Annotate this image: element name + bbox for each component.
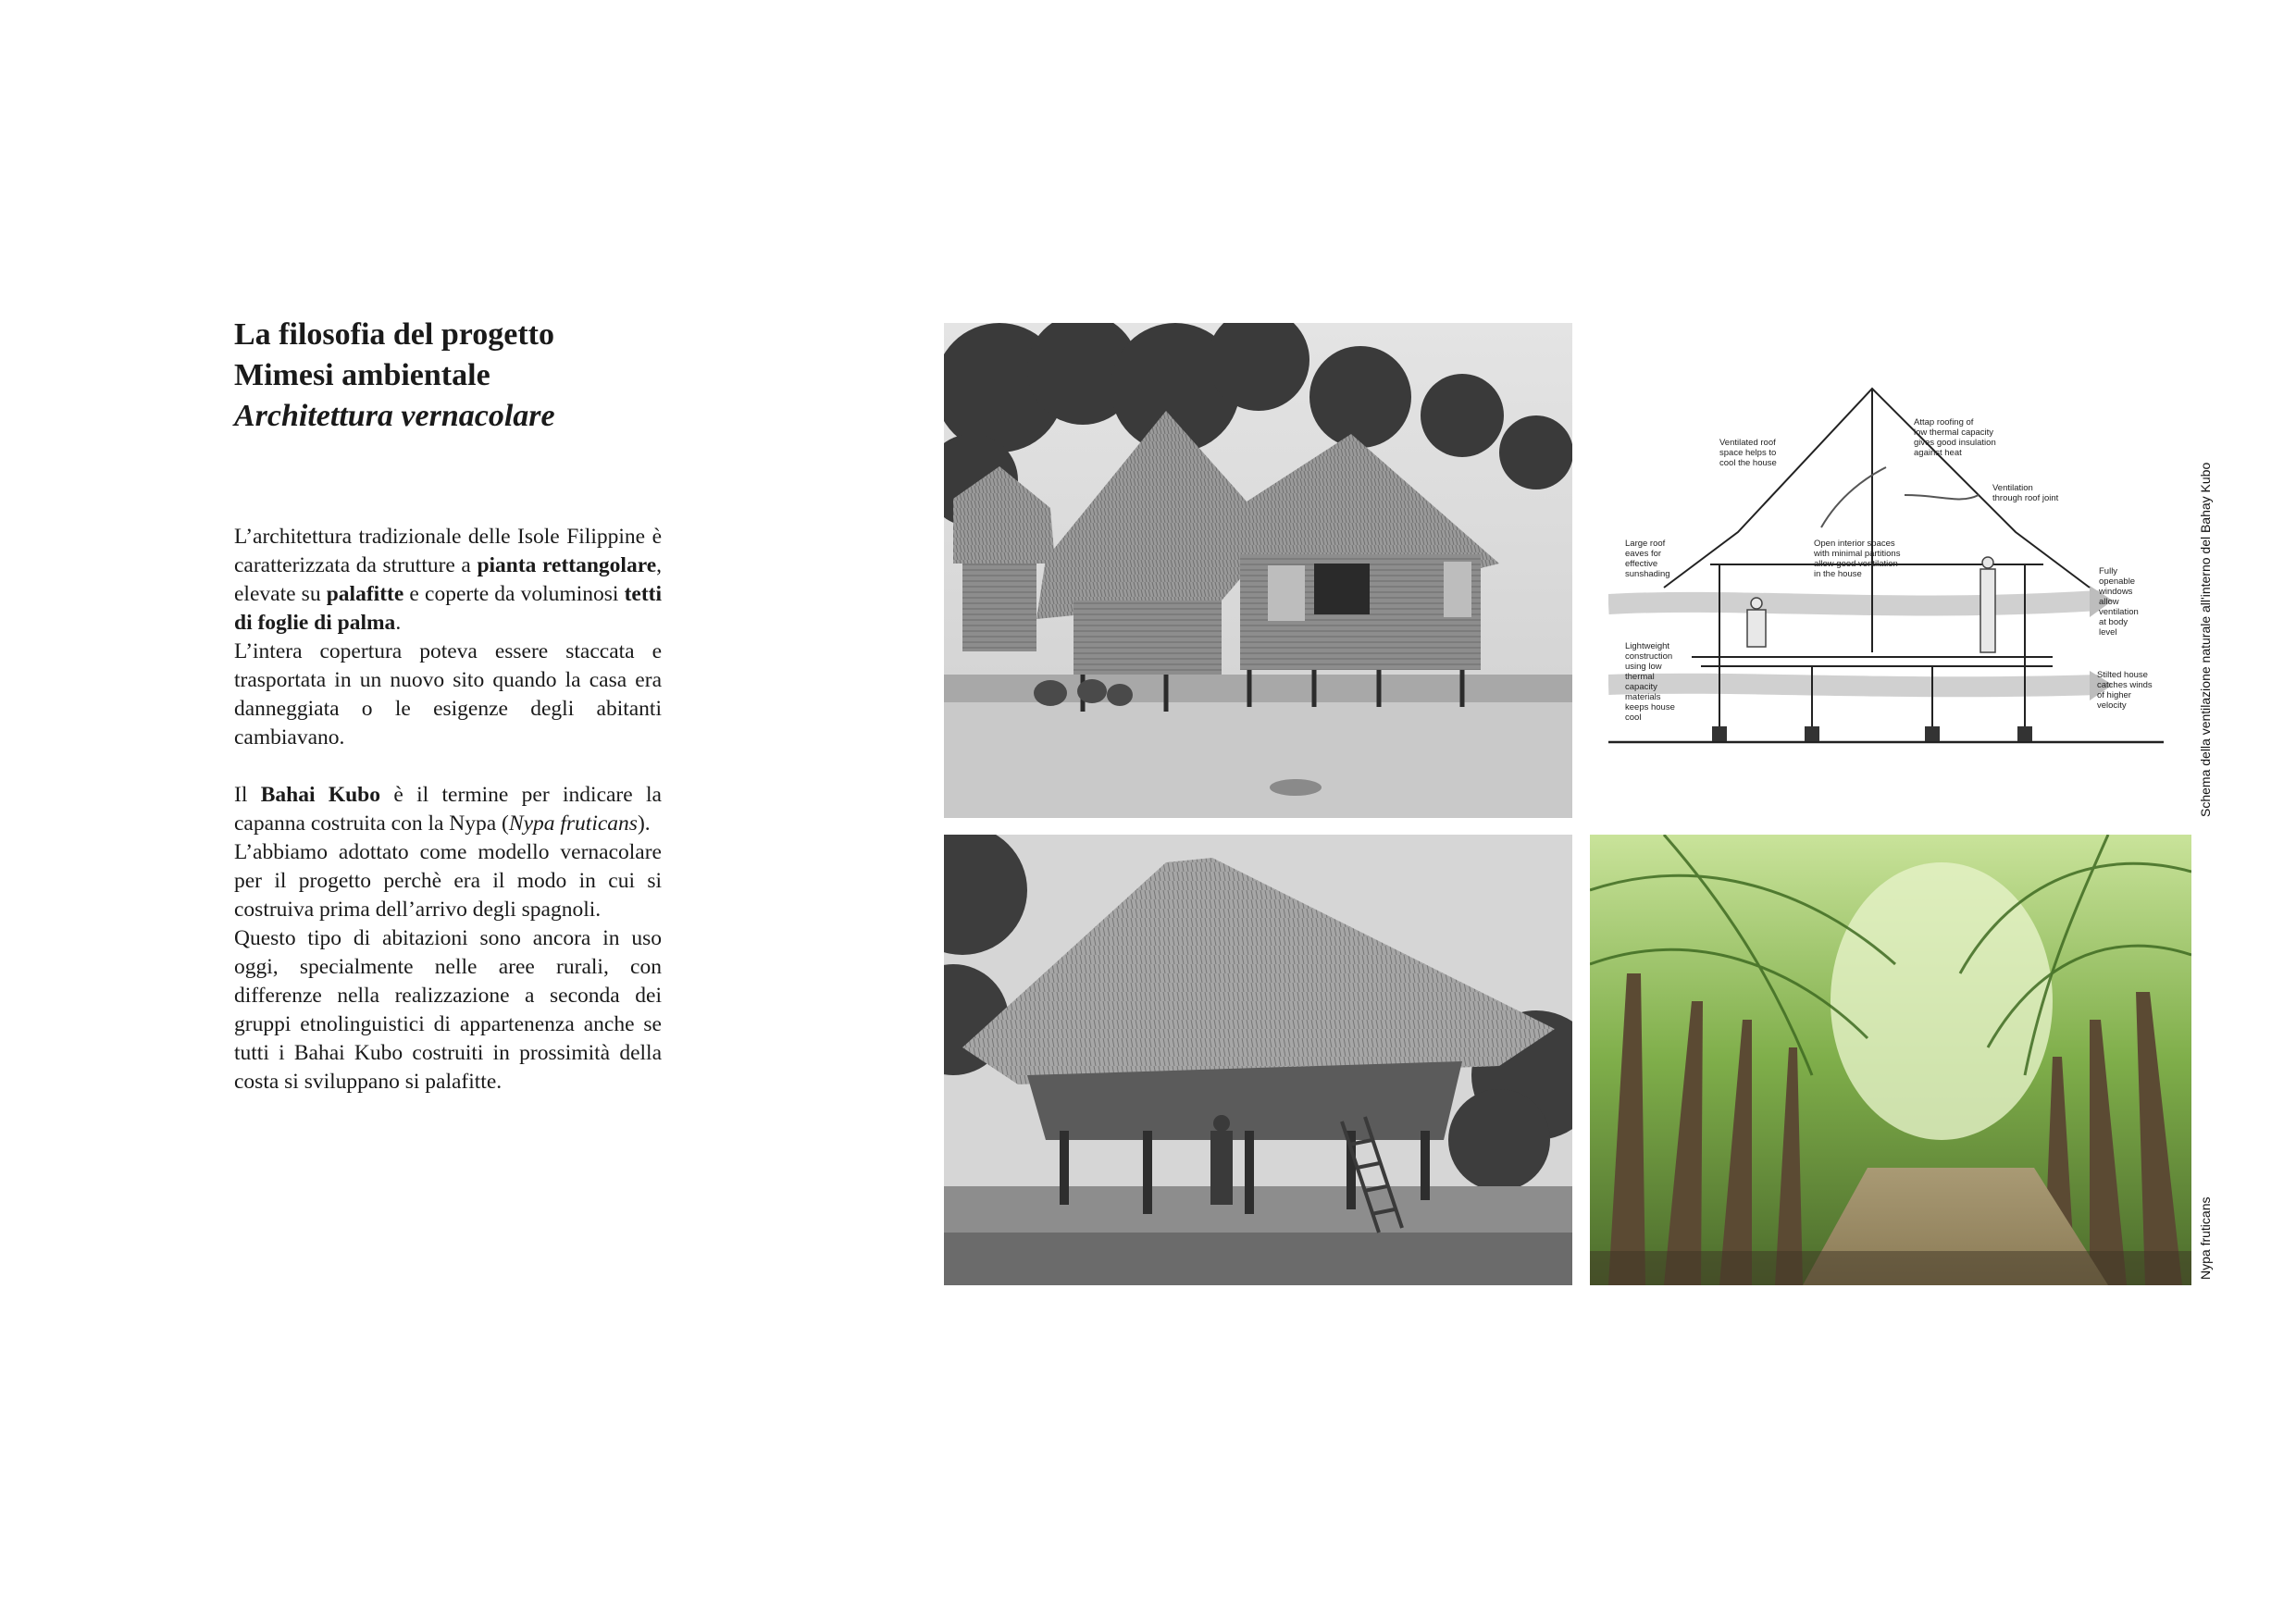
diag-label-line: materials bbox=[1625, 692, 1661, 702]
diag-label-line: low thermal capacity bbox=[1914, 427, 1994, 438]
diag-label-line: ventilation bbox=[2099, 607, 2139, 617]
diag-label-line: Open interior spaces bbox=[1814, 539, 1895, 549]
diag-label-line: using low bbox=[1625, 662, 1662, 672]
bold-run: Bahai Kubo bbox=[260, 782, 380, 807]
photo-nypa-palms bbox=[1590, 835, 2191, 1285]
diag-label-line: capacity bbox=[1625, 682, 1657, 692]
body-text bbox=[234, 523, 662, 1096]
diag-label-line: effective bbox=[1625, 559, 1658, 569]
diag-label-line: cool bbox=[1625, 712, 1642, 723]
text-run: ). bbox=[637, 811, 651, 836]
diag-label-line: against heat bbox=[1914, 448, 1962, 458]
diag-label-line: allow good ventilation bbox=[1814, 559, 1898, 569]
text-run: Il bbox=[234, 782, 261, 807]
photo-stilt-house bbox=[944, 835, 1572, 1285]
nypa-caption: Nypa fruticans bbox=[2198, 1196, 2213, 1280]
diag-label-line: at body bbox=[2099, 617, 2128, 627]
diag-label-line: Attap roofing of bbox=[1914, 417, 1974, 427]
diag-label-line: Ventilation bbox=[1992, 483, 2033, 493]
text-run: e coperte da voluminosi bbox=[403, 581, 625, 606]
diag-label-line: Stilted house bbox=[2097, 670, 2148, 680]
diag-label-line: level bbox=[2099, 627, 2117, 638]
paragraph-bahai-kubo bbox=[234, 781, 662, 1096]
italic-run: Nypa fruticans bbox=[508, 811, 638, 836]
text-run: L’abbiamo adottato come modello vernacolare per il progetto perchè era il modo in cui si costruiva prima dell’arrivo degli spagnoli. bbox=[234, 839, 662, 922]
diag-label-line: allow bbox=[2099, 597, 2119, 607]
diag-label-line: of higher bbox=[2097, 690, 2131, 700]
diag-label-line: through roof joint bbox=[1992, 493, 2059, 503]
diag-label-line: thermal bbox=[1625, 672, 1655, 682]
diag-label-line: space helps to bbox=[1719, 448, 1777, 458]
diagram-caption: Schema della ventilazione naturale all'interno del Bahay Kubo bbox=[2198, 462, 2213, 817]
svg-text:Ventilated roofspace helps toc bbox=[1719, 438, 1777, 468]
diag-label-line: catches winds bbox=[2097, 680, 2153, 690]
diag-label-line: with minimal partitions bbox=[1814, 549, 1901, 559]
diag-label-line: Large roof bbox=[1625, 539, 1666, 549]
bold-run: pianta rettangolare bbox=[477, 552, 657, 577]
diag-label-line: Ventilated roof bbox=[1719, 438, 1776, 448]
bold-run: palafitte bbox=[326, 581, 404, 606]
paragraph-architecture bbox=[234, 523, 662, 752]
diag-label-line: windows bbox=[2099, 587, 2133, 597]
text-run: . bbox=[395, 610, 402, 635]
diag-label-line: keeps house bbox=[1625, 702, 1675, 712]
ventilation-diagram bbox=[1608, 375, 2182, 754]
diag-label-line: openable bbox=[2099, 576, 2136, 587]
page-subtitle-italic: Architettura vernacolare bbox=[234, 399, 555, 434]
text-run: Questo tipo di abitazioni sono ancora in uso oggi, specialmente nelle aree rurali, con differenze nella realizzazione a seconda dei gruppi etnolinguistici di appartenenza anche se tutti i Bahai Kubo costruiti in prossimità della costa si sviluppano si palafitte. bbox=[234, 925, 662, 1094]
text-column bbox=[234, 315, 662, 1096]
page-title: La filosofia del progetto bbox=[234, 317, 554, 352]
diag-label-line: Fully bbox=[2099, 566, 2118, 576]
diag-label-line: in the house bbox=[1814, 569, 1862, 579]
diag-label-line: velocity bbox=[2097, 700, 2127, 711]
text-run: è il termine per indicare la capanna costruita con la Nypa ( bbox=[234, 782, 662, 836]
diag-label-line: eaves for bbox=[1625, 549, 1662, 559]
photo-village-huts bbox=[944, 323, 1572, 818]
diag-label-line: sunshading bbox=[1625, 569, 1670, 579]
text-run: L’architettura tradizionale delle Isole Filippine è caratterizzata da strutture a bbox=[234, 524, 662, 577]
page-subtitle: Mimesi ambientale bbox=[234, 358, 490, 393]
diag-label-line: Lightweight bbox=[1625, 641, 1670, 651]
diag-label-line: gives good insulation bbox=[1914, 438, 1996, 448]
diag-label-line: cool the house bbox=[1719, 458, 1777, 468]
diag-label-line: construction bbox=[1625, 651, 1673, 662]
text-run: , elevate su bbox=[234, 552, 663, 606]
text-run: L’intera copertura poteva essere staccata e trasportata in un nuovo sito quando la casa era danneggiata o le esigenze degli abitanti cambiavano. bbox=[234, 638, 662, 750]
bold-run: tetti di foglie di palma bbox=[234, 581, 662, 635]
